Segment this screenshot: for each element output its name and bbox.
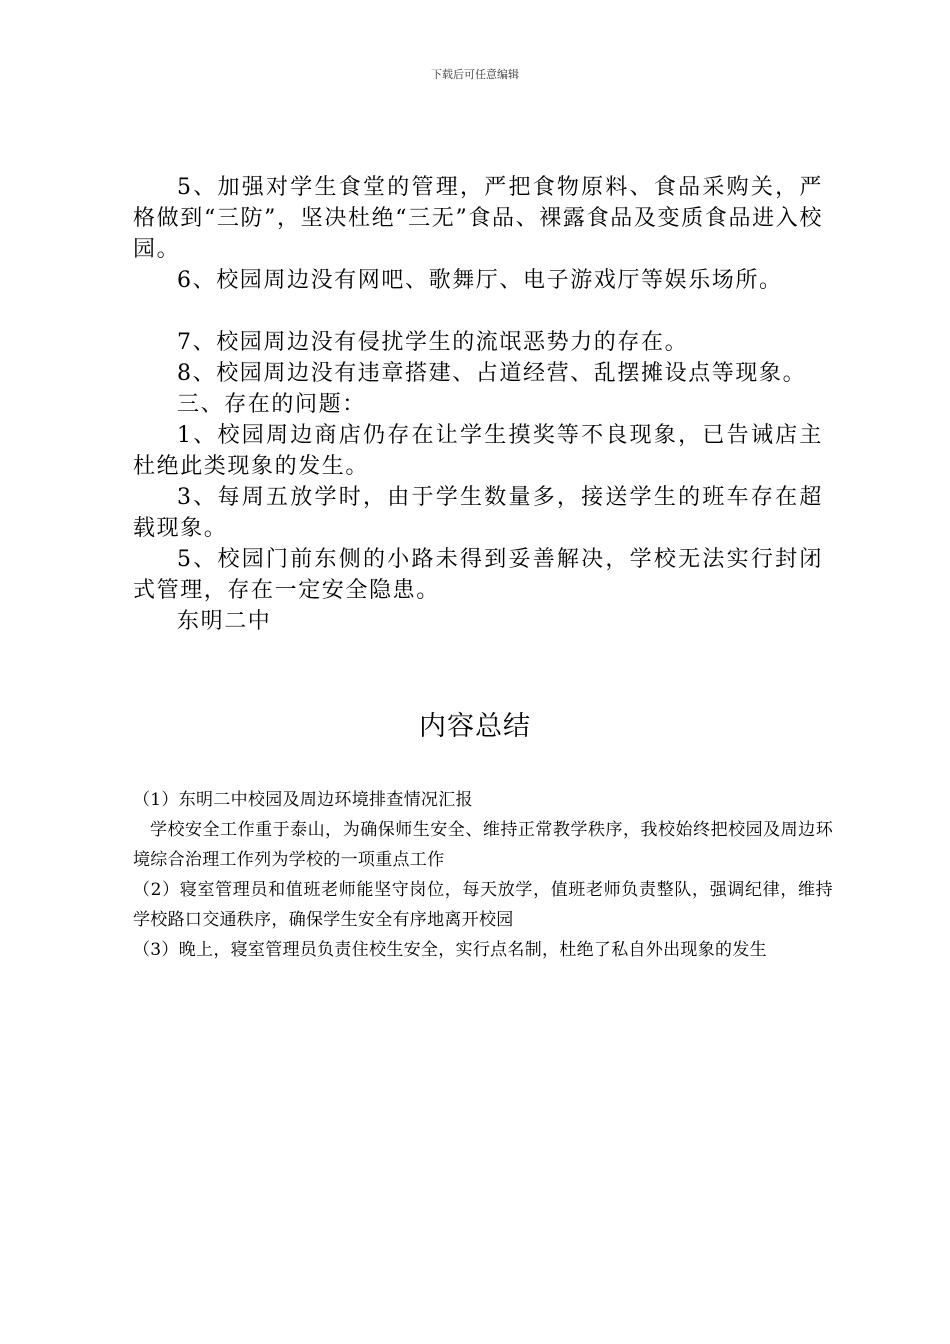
body-paragraph: 3、每周五放学时，由于学生数量多，接送学生的班车存在超载现象。 <box>133 485 823 541</box>
body-paragraph: 5、校园门前东侧的小路未得到妥善解决，学校无法实行封闭式管理，存在一定安全隐患。 <box>133 547 823 603</box>
section-heading: 三、存在的问题： <box>177 392 366 417</box>
summary-title: 内容总结 <box>419 711 531 742</box>
document-body <box>133 172 823 637</box>
summary-body <box>133 785 833 965</box>
summary-item: （2）寝室管理员和值班老师能坚守岗位，每天放学，值班老师负责整队，强调纪律，维持学校路口交通秩序，确保学生安全有序地离开校园 <box>133 880 833 930</box>
summary-item: 学校安全工作重于泰山，为确保师生安全、维持正常教学秩序，我校始终把校园及周边环境综合治理工作列为学校的一项重点工作 <box>133 820 833 870</box>
body-paragraph: 5、加强对学生食堂的管理，严把食物原料、食品采购关，严格做到“三防”，坚决杜绝“三无”食品、裸露食品及变质食品进入校园。 <box>133 175 823 262</box>
page-header-note: 下载后可任意编辑 <box>431 68 519 81</box>
body-paragraph: 7、校园周边没有侵扰学生的流氓恶势力的存在。 <box>177 330 689 355</box>
body-paragraph: 8、校园周边没有违章搭建、占道经营、乱摆摊设点等现象。 <box>177 361 807 386</box>
body-paragraph: 6、校园周边没有网吧、歌舞厅、电子游戏厅等娱乐场所。 <box>177 268 783 293</box>
summary-item: （3）晚上，寝室管理员负责住校生安全，实行点名制，杜绝了私自外出现象的发生 <box>133 940 767 960</box>
body-paragraph: 1、校园周边商店仍存在让学生摸奖等不良现象，已告诫店主杜绝此类现象的发生。 <box>133 423 823 479</box>
summary-item: （1）东明二中校园及周边环境排查情况汇报 <box>133 790 473 810</box>
signature-line: 东明二中 <box>177 609 272 634</box>
